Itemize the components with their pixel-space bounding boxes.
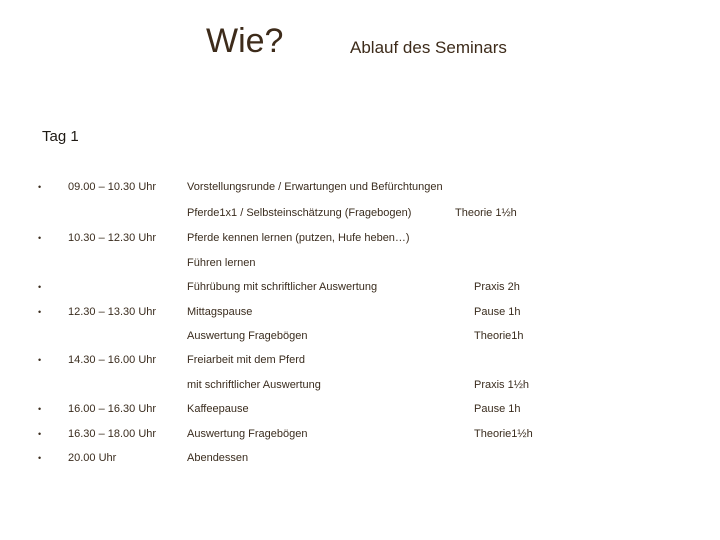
row-activity: Pferde kennen lernen (putzen, Hufe heben…): [187, 232, 410, 244]
schedule-row: [0, 452, 720, 470]
schedule-row: [0, 379, 720, 397]
row-activity: Führen lernen: [187, 257, 256, 269]
row-time: 16.30 – 18.00 Uhr: [68, 428, 157, 440]
bullet: •: [38, 453, 42, 463]
schedule-row: [0, 428, 720, 446]
row-activity: Freiarbeit mit dem Pferd: [187, 354, 305, 366]
bullet: •: [38, 404, 42, 414]
row-note: Theorie 1½h: [455, 207, 517, 219]
schedule-row: [0, 257, 720, 275]
row-activity: mit schriftlicher Auswertung: [187, 379, 321, 391]
row-activity: Führübung mit schriftlicher Auswertung: [187, 281, 378, 293]
row-note: Pause 1h: [474, 403, 521, 415]
row-time: 12.30 – 13.30 Uhr: [68, 306, 157, 318]
schedule-row: [0, 232, 720, 250]
row-activity: Auswertung Fragebögen: [187, 330, 308, 342]
row-time: 14.30 – 16.00 Uhr: [68, 354, 157, 366]
row-time: 20.00 Uhr: [68, 452, 117, 464]
bullet: •: [38, 182, 42, 192]
schedule-row: [0, 281, 720, 299]
slide-subtitle: Ablauf des Seminars: [350, 38, 507, 57]
row-activity: Pferde1x1 / Selbsteinschätzung (Fragebogen): [187, 207, 412, 219]
row-note: Praxis 2h: [474, 281, 520, 293]
row-activity: Mittagspause: [187, 306, 253, 318]
schedule-row: [0, 403, 720, 421]
slide-title: Wie?: [206, 22, 284, 60]
row-time: 09.00 – 10.30 Uhr: [68, 181, 157, 193]
bullet: •: [38, 355, 42, 365]
row-note: Praxis 1½h: [474, 379, 530, 391]
row-activity: Kaffeepause: [187, 403, 249, 415]
row-time: 16.00 – 16.30 Uhr: [68, 403, 157, 415]
bullet: •: [38, 282, 42, 292]
schedule-row: [0, 181, 720, 199]
row-activity: Vorstellungsrunde / Erwartungen und Befürchtungen: [187, 181, 443, 193]
schedule-row: [0, 330, 720, 348]
row-activity: Abendessen: [187, 452, 249, 464]
bullet: •: [38, 233, 42, 243]
row-note: Theorie1½h: [474, 428, 533, 440]
day-heading: Tag 1: [42, 128, 79, 145]
row-activity: Auswertung Fragebögen: [187, 428, 308, 440]
bullet: •: [38, 307, 42, 317]
bullet: •: [38, 429, 42, 439]
schedule-row: [0, 354, 720, 372]
row-time: 10.30 – 12.30 Uhr: [68, 232, 157, 244]
schedule-row: [0, 306, 720, 324]
row-note: Theorie1h: [474, 330, 524, 342]
row-note: Pause 1h: [474, 306, 521, 318]
schedule-row: [0, 207, 720, 225]
